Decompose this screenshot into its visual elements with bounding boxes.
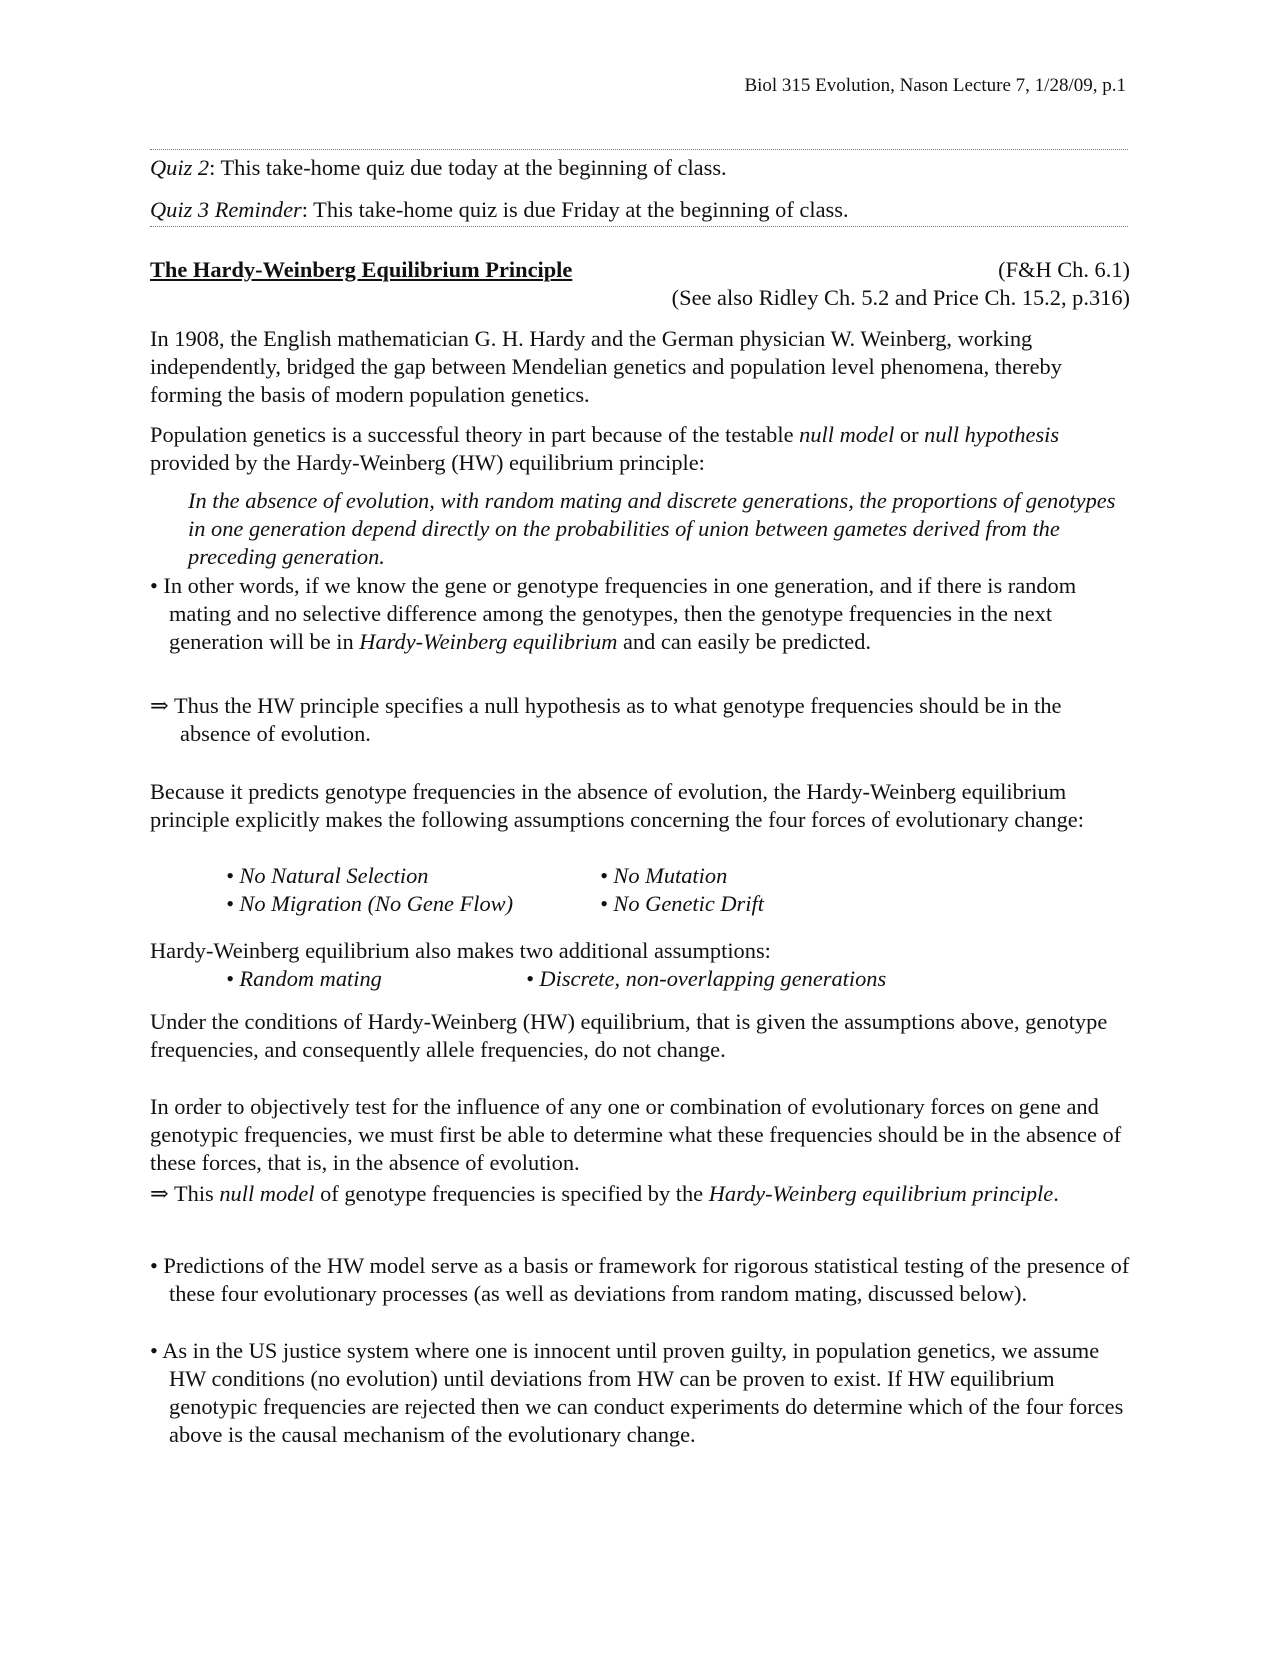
popgen-text-1: Population genetics is a successful theory in part because of the testable: [150, 422, 800, 447]
arrow2-text-1: ⇒ This: [150, 1181, 220, 1206]
intro-paragraph: [150, 325, 1130, 409]
hw-equilibrium-term: Hardy-Weinberg equilibrium: [359, 629, 618, 654]
force-no-migration: • No Migration (No Gene Flow): [226, 891, 514, 916]
bullet-predictions: [150, 1252, 1130, 1308]
assumptions-intro-text: Because it predicts genotype frequencies in the absence of evolution, the Hardy-Weinberg equilibrium principle explicitly makes the following assumptions concerning the four forces of evolutionary change:: [150, 779, 1084, 832]
arrow2-text-2: of genotype frequencies is specified by the: [314, 1181, 709, 1206]
arrow-null-model: [150, 1180, 1130, 1208]
quiz-3-label: Quiz 3 Reminder: [150, 197, 302, 222]
null-model-term: null model: [799, 422, 895, 447]
null-model-term-2: null model: [219, 1181, 315, 1206]
section-title: The Hardy-Weinberg Equilibrium Principle: [150, 257, 573, 282]
bullet1-text-2: and can easily be predicted.: [617, 629, 872, 654]
section-heading: [150, 256, 1130, 312]
additional-row: [150, 965, 1130, 993]
quiz-2-label: Quiz 2: [150, 155, 210, 180]
bullet-justice-system: [150, 1337, 1130, 1449]
section-reference-primary: (F&H Ch. 6.1): [998, 257, 1130, 282]
objective-text: In order to objectively test for the influence of any one or combination of evolutionary forces on gene and genotypic frequencies, we must first be able to determine what these frequencies should be in the absence of these forces, that is, in the absence of evolution.: [150, 1094, 1122, 1175]
bullet2-text: • Predictions of the HW model serve as a basis or framework for rigorous statistical testing of the presence of these four evolutionary processes (as well as deviations from random mating, discussed below).: [150, 1253, 1130, 1306]
arrow2-text-3: .: [1053, 1181, 1059, 1206]
additional-assumptions: [150, 937, 1130, 993]
force-no-genetic-drift: • No Genetic Drift: [600, 891, 764, 916]
assumption-random-mating: • Random mating: [226, 966, 382, 991]
popgen-text-3: provided by the Hardy-Weinberg (HW) equilibrium principle:: [150, 450, 705, 475]
arrow1-text: ⇒ Thus the HW principle specifies a null hypothesis as to what genotype frequencies should be in the absence of evolution.: [150, 693, 1062, 746]
conditions-paragraph: [150, 1008, 1130, 1064]
bottom-rule: [150, 226, 1128, 227]
force-no-mutation: • No Mutation: [600, 863, 728, 888]
bullet-in-other-words: [150, 572, 1130, 656]
objective-paragraph: [150, 1093, 1130, 1177]
quiz-2-notice: [150, 154, 1130, 182]
popgen-text-2: or: [894, 422, 925, 447]
additional-intro-text: Hardy-Weinberg equilibrium also makes two additional assumptions:: [150, 938, 771, 963]
hw-principle-quote: [150, 487, 1130, 571]
assumption-discrete-generations: • Discrete, non-overlapping generations: [526, 966, 887, 991]
intro-text: In 1908, the English mathematician G. H. Hardy and the German physician W. Weinberg, working independently, bridged the gap between Mendelian genetics and population level phenomena, thereby forming the basis of modern population genetics.: [150, 326, 1062, 407]
force-no-natural-selection: • No Natural Selection: [226, 863, 429, 888]
quote-text: In the absence of evolution, with random mating and discrete generations, the proportions of genotypes in one generation depend directly on the probabilities of union between gametes derived from the preceding generation.: [188, 488, 1116, 569]
arrow-null-hypothesis: [150, 692, 1130, 748]
forces-row: [150, 862, 1130, 890]
popgen-paragraph: [150, 421, 1130, 477]
top-rule: [150, 149, 1128, 150]
hw-principle-term: Hardy-Weinberg equilibrium principle: [708, 1181, 1054, 1206]
quiz-3-notice: [150, 196, 1130, 224]
running-header: Biol 315 Evolution, Nason Lecture 7, 1/28/09, p.1: [744, 75, 1126, 96]
assumptions-intro: [150, 778, 1130, 834]
forces-row: [150, 890, 1130, 918]
bullet3-text: • As in the US justice system where one is innocent until proven guilty, in population genetics, we assume HW conditions (no evolution) until deviations from HW can be proven to exist. If HW equilibrium genotypic frequencies are rejected then we can conduct experiments do determine which of the four forces above is the causal mechanism of the evolutionary change.: [150, 1338, 1124, 1447]
bullet1-text-1: • In other words, if we know the gene or genotype frequencies in one generation, and if there is random mating and no selective difference among the genotypes, then the genotype frequencies in the next generation will be in: [150, 573, 1077, 654]
conditions-text: Under the conditions of Hardy-Weinberg (HW) equilibrium, that is given the assumptions above, genotype frequencies, and consequently allele frequencies, do not change.: [150, 1009, 1108, 1062]
quiz-2-text: : This take-home quiz due today at the beginning of class.: [209, 155, 727, 180]
section-reference-secondary: (See also Ridley Ch. 5.2 and Price Ch. 15.2, p.316): [671, 285, 1130, 310]
quiz-3-text: : This take-home quiz is due Friday at the beginning of class.: [301, 197, 849, 222]
forces-list: [150, 862, 1130, 918]
null-hypothesis-term: null hypothesis: [924, 422, 1060, 447]
